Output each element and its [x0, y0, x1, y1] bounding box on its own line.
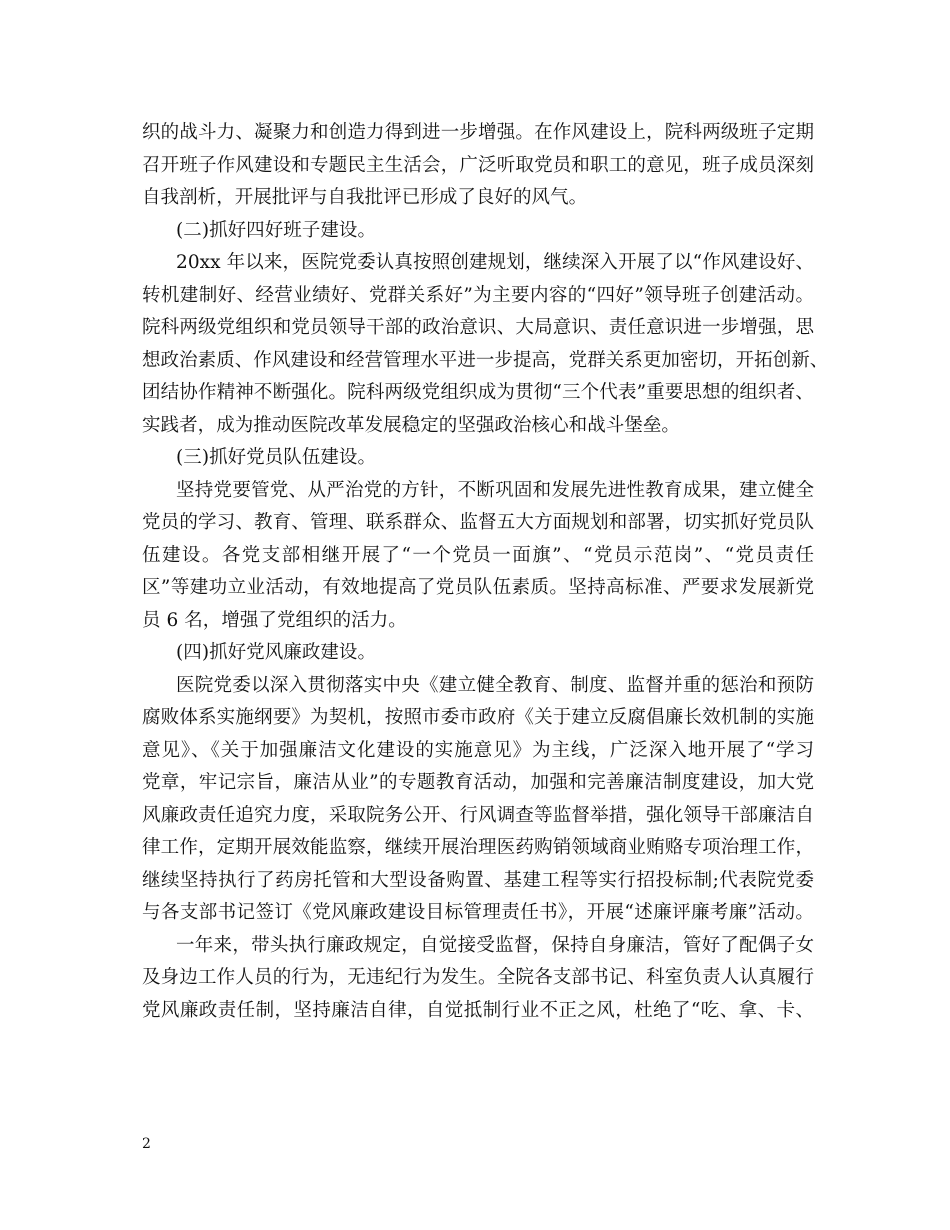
text-line: 团结协作精神不断强化。院科两级党组织成为贯彻“三个代表”重要思想的组织者、 [142, 382, 814, 403]
text-line: 实践者，成为推动医院改革发展稳定的坚强政治核心和战斗堡垒。 [142, 414, 680, 436]
text-line: 院科两级党组织和党员领导干部的政治意识、大局意识、责任意识进一步增强，思 [142, 317, 814, 338]
page-number: 2 [142, 1136, 151, 1152]
document-body [142, 117, 829, 1027]
text-line: 坚持党要管党、从严治党的方针，不断巩固和发展先进性教育成果，建立健全 [176, 479, 814, 501]
section-heading: (二)抓好四好班子建设。 [176, 219, 377, 241]
text-line: 与各支部书记签订《党风廉政建设目标管理责任书》，开展“述廉评廉考廉”活动。 [142, 902, 814, 923]
section-heading: (四)抓好党风廉政建设。 [176, 642, 377, 663]
text-line: 意见》、《关于加强廉洁文化建设的实施意见》为主线，广泛深入地开展了“学习 [142, 739, 814, 761]
section-heading: (三)抓好党员队伍建设。 [176, 447, 377, 468]
text-line: 转机建制好、经营业绩好、党群关系好”为主要内容的“四好”领导班子创建活动。 [142, 284, 814, 306]
text-line: 自我剖析，开展批评与自我批评已形成了良好的风气。 [142, 187, 588, 208]
text-line: 召开班子作风建设和专题民主生活会，广泛听取党员和职工的意见，班子成员深刻 [142, 154, 814, 176]
text-line: 腐败体系实施纲要》为契机，按照市委市政府《关于建立反腐倡廉长效机制的实施 [142, 707, 814, 728]
text-line: 风廉政责任追究力度，采取院务公开、行风调查等监督举措，强化领导干部廉洁自 [142, 804, 814, 826]
text-line: 党员的学习、教育、管理、联系群众、监督五大方面规划和部署，切实抓好党员队 [142, 512, 814, 533]
text-line: 医院党委以深入贯彻落实中央《建立健全教育、制度、监督并重的惩治和预防 [176, 674, 814, 696]
text-line: 及身边工作人员的行为，无违纪行为发生。全院各支部书记、科室负责人认真履行 [142, 967, 814, 988]
text-line: 一年来，带头执行廉政规定，自觉接受监督，保持自身廉洁，管好了配偶子女 [176, 934, 814, 956]
text-line: 织的战斗力、凝聚力和创造力得到进一步增强。在作风建设上，院科两级班子定期 [142, 122, 814, 143]
text-line: 党章，牢记宗旨，廉洁从业”的专题教育活动，加强和完善廉洁制度建设，加大党 [142, 772, 814, 793]
text-line: 继续坚持执行了药房托管和大型设备购置、基建工程等实行招投标制;代表院党委 [142, 869, 814, 891]
text-line: 区”等建功立业活动，有效地提高了党员队伍素质。坚持高标准、严要求发展新党 [142, 577, 814, 598]
text-line: 律工作，定期开展效能监察，继续开展治理医药购销领域商业贿赂专项治理工作， [142, 837, 814, 858]
text-line: 党风廉政责任制，坚持廉洁自律，自觉抵制行业不正之风，杜绝了“吃、拿、卡、 [142, 999, 814, 1021]
text-line: 伍建设。各党支部相继开展了“一个党员一面旗”、“党员示范岗”、“党员责任 [142, 544, 814, 566]
text-line: 员 6 名，增强了党组织的活力。 [142, 609, 407, 631]
text-line: 想政治素质、作风建设和经营管理水平进一步提高，党群关系更加密切，开拓创新、 [142, 349, 829, 371]
text-line: 20xx 年以来，医院党委认真按照创建规划，继续深入开展了以“作风建设好、 [176, 252, 814, 273]
